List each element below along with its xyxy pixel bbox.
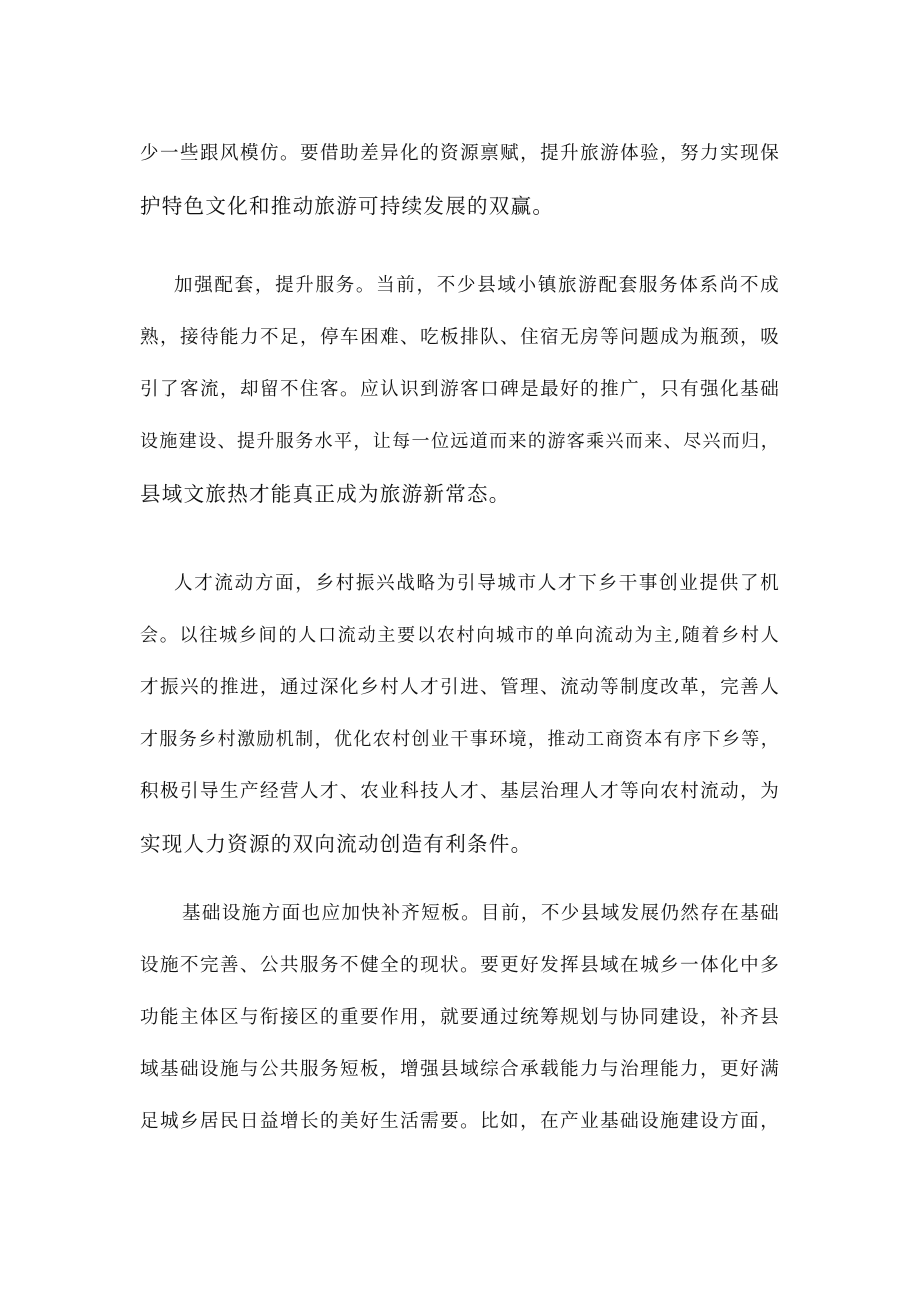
text-line: 才振兴的推进，通过深化乡村人才引进、管理、流动等制度改革，完善人 xyxy=(140,677,780,698)
text-line: 会。以往城乡间的人口流动主要以农村向城市的单向流动为主,随着乡村人 xyxy=(140,625,780,646)
text-line: 少一些跟风模仿。要借助差异化的资源禀赋，提升旅游体验，努力实现保 xyxy=(140,143,780,164)
text-line: 人才流动方面，乡村振兴战略为引导城市人才下乡干事创业提供了机 xyxy=(174,573,780,594)
text-line: 加强配套，提升服务。当前，不少县域小镇旅游配套服务体系尚不成 xyxy=(174,275,780,296)
text-line: 基础设施方面也应加快补齐短板。目前，不少县域发展仍然存在基础 xyxy=(182,903,780,924)
text-line: 设施建设、提升服务水平，让每一位远道而来的游客乘兴而来、尽兴而归， xyxy=(140,431,780,452)
text-line: 县域文旅热才能真正成为旅游新常态。 xyxy=(140,482,511,506)
text-line: 积极引导生产经营人才、农业科技人才、基层治理人才等向农村流动，为 xyxy=(140,781,780,802)
text-line: 护特色文化和推动旅游可持续发展的双赢。 xyxy=(140,194,555,218)
paragraph-3 xyxy=(140,558,780,870)
text-line: 设施不完善、公共服务不健全的现状。要更好发挥县域在城乡一体化中多 xyxy=(140,955,780,976)
paragraph-1 xyxy=(140,128,780,232)
paragraph-4 xyxy=(140,888,780,1148)
text-line: 域基础设施与公共服务短板，增强县域综合承载能力与治理能力，更好满 xyxy=(140,1059,780,1080)
text-line: 功能主体区与衔接区的重要作用，就要通过统筹规划与协同建设，补齐县 xyxy=(140,1007,780,1028)
text-line: 才服务乡村激励机制，优化农村创业干事环境，推动工商资本有序下乡等， xyxy=(140,729,780,750)
text-line: 足城乡居民日益增长的美好生活需要。比如，在产业基础设施建设方面， xyxy=(140,1111,780,1132)
text-line: 熟，接待能力不足，停车困难、吃板排队、住宿无房等问题成为瓶颈，吸 xyxy=(140,327,780,348)
text-line: 实现人力资源的双向流动创造有利条件。 xyxy=(140,832,533,856)
text-line: 引了客流，却留不住客。应认识到游客口碑是最好的推广，只有强化基础 xyxy=(140,379,780,400)
paragraph-2 xyxy=(140,260,780,520)
